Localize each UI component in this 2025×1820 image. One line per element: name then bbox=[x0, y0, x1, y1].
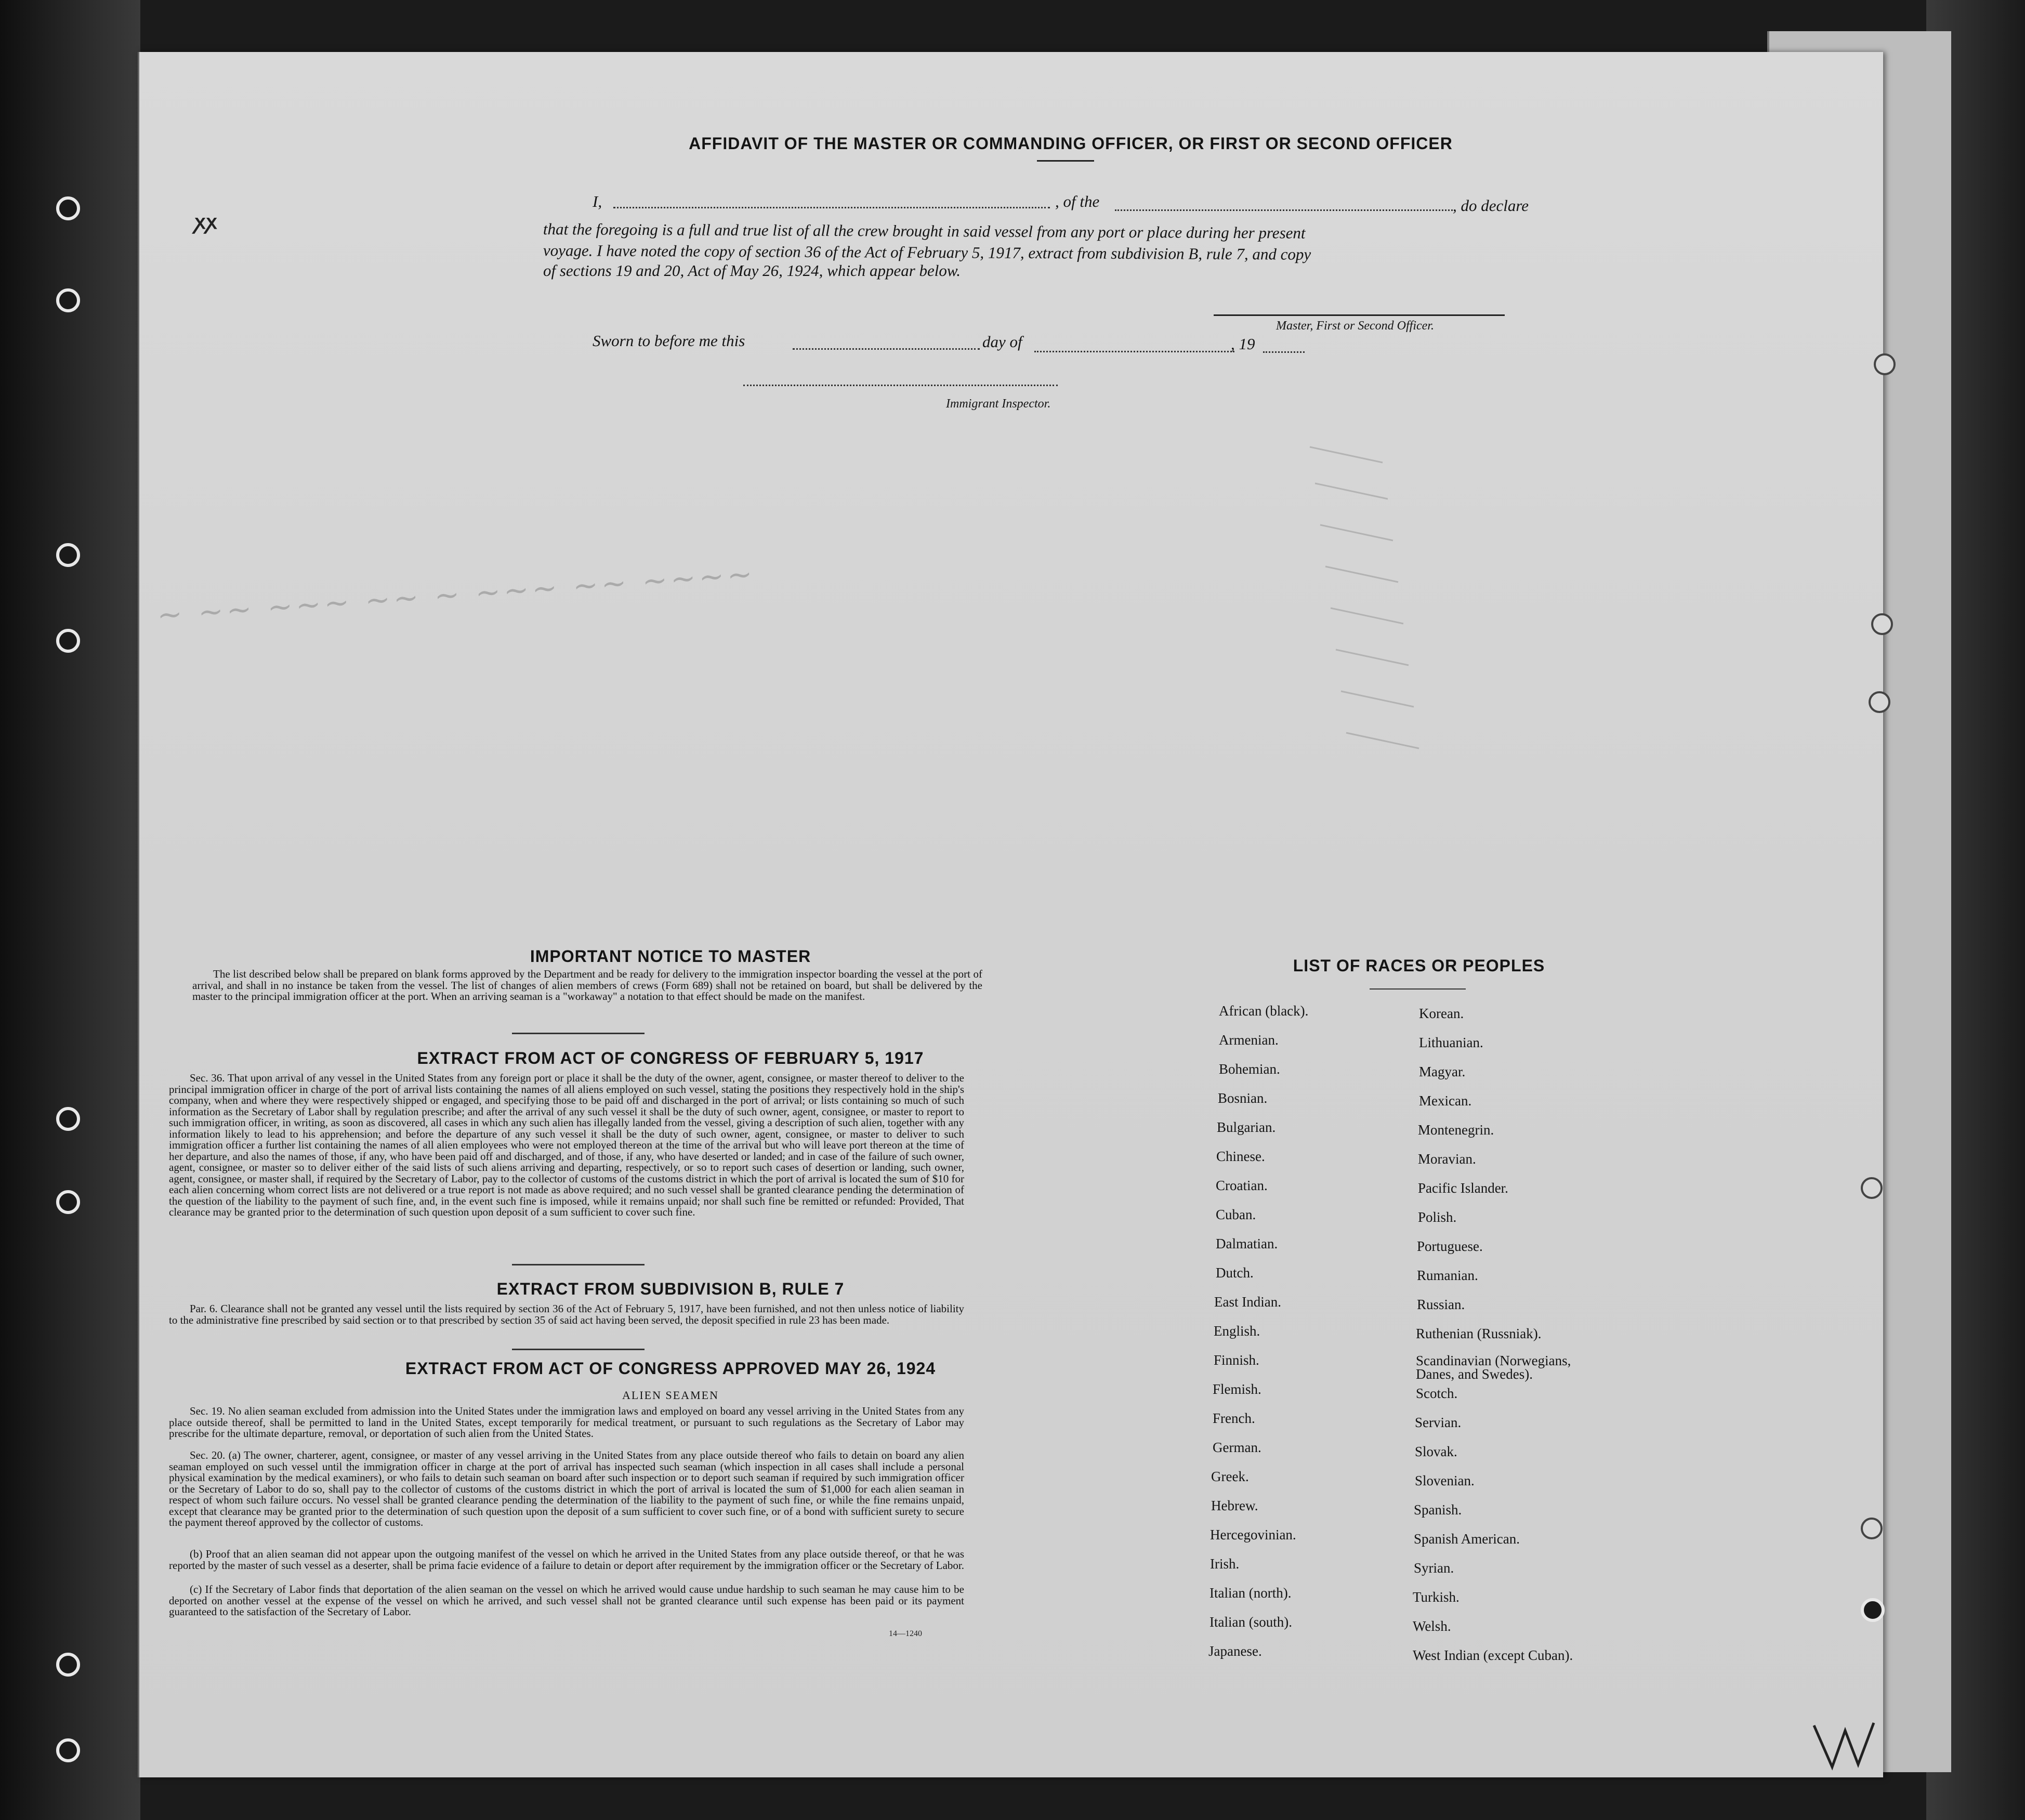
extract-1924-heading: EXTRACT FROM ACT OF CONGRESS APPROVED MAY 26, 1924 bbox=[405, 1359, 936, 1378]
race-right: West Indian (except Cuban). bbox=[1413, 1647, 1573, 1663]
races-heading: LIST OF RACES OR PEOPLES bbox=[1293, 956, 1545, 975]
sworn-month-blank[interactable] bbox=[1034, 351, 1234, 352]
race-left: Dalmatian. bbox=[1216, 1236, 1278, 1251]
vessel-blank-line[interactable] bbox=[1115, 209, 1453, 211]
master-label: Master, First or Second Officer. bbox=[1276, 319, 1434, 333]
race-left: Dutch. bbox=[1216, 1265, 1254, 1281]
race-left: Italian (south). bbox=[1209, 1614, 1292, 1630]
bleed-through-lines bbox=[1299, 426, 1455, 790]
race-left: Finnish. bbox=[1214, 1352, 1259, 1368]
race-left: Irish. bbox=[1210, 1556, 1240, 1572]
divider bbox=[512, 1033, 645, 1034]
race-right: Portuguese. bbox=[1417, 1238, 1483, 1254]
race-left: East Indian. bbox=[1214, 1294, 1281, 1310]
master-signature-line[interactable] bbox=[1214, 314, 1505, 316]
race-right: Montenegrin. bbox=[1418, 1122, 1494, 1138]
race-right: Pacific Islander. bbox=[1418, 1180, 1508, 1196]
race-left: Japanese. bbox=[1208, 1643, 1262, 1659]
affidavit-line-3: voyage. I have noted the copy of section 36 of the Act of February 5, 1917, extract from subdivision B, rule 7, and copy bbox=[543, 241, 1311, 263]
alien-seamen-subheading: ALIEN SEAMEN bbox=[622, 1389, 719, 1402]
race-left: French. bbox=[1213, 1410, 1255, 1426]
sworn-day-label: day of bbox=[982, 333, 1022, 351]
binder-hole-icon bbox=[56, 1738, 80, 1762]
race-left: Hebrew. bbox=[1211, 1498, 1258, 1513]
race-right: Spanish American. bbox=[1414, 1531, 1520, 1547]
race-right: Syrian. bbox=[1414, 1560, 1454, 1576]
binder-hole-icon bbox=[1871, 613, 1893, 635]
sworn-year-blank[interactable] bbox=[1263, 351, 1305, 353]
sworn-prefix: Sworn to before me this bbox=[593, 332, 745, 350]
binder-hole-icon bbox=[1869, 691, 1890, 713]
binder-hole-icon bbox=[56, 196, 80, 220]
sec-19-text: Sec. 19. No alien seaman excluded from admission into the United States under the immigration laws and employed on board any vessel arriving in the United States from any place outside thereof, shall be permitted to land in the United States, except temporarily for medical treatment, or pursuant to such regulations as the Secretary of Labor may prescribe for the ultimate departure, removal, or deportation of such alien from the United States. bbox=[169, 1405, 964, 1440]
divider bbox=[1037, 160, 1094, 162]
scan-border-left bbox=[0, 0, 140, 1820]
affidavit-of-the: , of the bbox=[1055, 192, 1100, 210]
binder-hole-icon bbox=[56, 1107, 80, 1131]
binder-hole-icon bbox=[1861, 1518, 1883, 1539]
subdivision-b-heading: EXTRACT FROM SUBDIVISION B, RULE 7 bbox=[496, 1280, 845, 1298]
extract-1917-heading: EXTRACT FROM ACT OF CONGRESS OF FEBRUARY 5, 1917 bbox=[417, 1049, 924, 1067]
name-blank-line[interactable] bbox=[613, 207, 1050, 208]
race-left: Bohemian. bbox=[1219, 1061, 1280, 1077]
race-right: Scotch. bbox=[1416, 1386, 1458, 1401]
race-left: Chinese. bbox=[1216, 1149, 1265, 1164]
affidavit-i: I, bbox=[593, 192, 602, 210]
sec-20b-text: (b) Proof that an alien seaman did not appear upon the outgoing manifest of the vessel on which he arrived in the United States from any place outside thereof, or that he was reported by the master of such vessel as a deserter, shall be prima facie evidence of a failure to detain or deport after requirement by the immigration officer or the Secretary of Labor. bbox=[169, 1548, 964, 1572]
race-right: Korean. bbox=[1419, 1006, 1464, 1021]
race-left: English. bbox=[1214, 1323, 1260, 1339]
divider bbox=[512, 1349, 645, 1350]
race-right: Scandinavian (Norwegians, Danes, and Swedes). bbox=[1416, 1353, 1571, 1382]
sec-20c-text: (c) If the Secretary of Labor finds that deportation of the alien seaman on the vessel on which he arrived would cause undue hardship to such seaman he may cause him to be deported on another vessel at the expense of the vessel on which he arrived, and such vessel shall not be granted clearance until such expense has been paid or its payment guaranteed to the satisfaction of the Secretary of Labor. bbox=[169, 1583, 964, 1618]
race-left: African (black). bbox=[1219, 1003, 1309, 1019]
race-right: Russian. bbox=[1417, 1297, 1465, 1312]
race-left: Armenian. bbox=[1219, 1032, 1279, 1048]
affidavit-declare: , do declare bbox=[1453, 196, 1529, 215]
race-left: Flemish. bbox=[1213, 1381, 1261, 1397]
race-right: Lithuanian. bbox=[1419, 1035, 1483, 1050]
ink-mark: ꭗꭗ bbox=[195, 212, 218, 233]
notice-heading: IMPORTANT NOTICE TO MASTER bbox=[530, 947, 811, 966]
race-right: Servian. bbox=[1415, 1415, 1462, 1430]
faint-handwriting-bleed: ~ ~~ ~~~ ~~ ~ ~~~ ~~ ~~~~ bbox=[156, 556, 757, 633]
race-right: Turkish. bbox=[1413, 1589, 1459, 1605]
binder-hole-icon bbox=[56, 1653, 80, 1677]
race-right: Ruthenian (Russniak). bbox=[1416, 1326, 1542, 1341]
binder-hole-icon bbox=[56, 629, 80, 653]
race-left: Italian (north). bbox=[1209, 1585, 1292, 1601]
race-left: Hercegovinian. bbox=[1210, 1527, 1296, 1542]
race-right: Rumanian. bbox=[1417, 1268, 1478, 1283]
binder-hole-icon bbox=[56, 288, 80, 312]
race-left: Croatian. bbox=[1216, 1178, 1268, 1193]
race-right: Magyar. bbox=[1419, 1064, 1466, 1079]
race-right: Polish. bbox=[1418, 1209, 1457, 1225]
sec-20a-text: Sec. 20. (a) The owner, charterer, agent, consignee, or master of any vessel arriving in the United States from any place outside thereof who fails to detain on board any alien seaman employed on such vessel until the immigration officer in charge at the port of arrival has inspected such seaman (which inspection in all cases shall include a personal physical examination by the medical examiners), or who fails to detain such seaman on board after such inspection or to deport such seaman if required by such immigration officer or the Secretary of Labor to do so, shall pay to the collector of customs of the customs district in which the port of arrival is located the sum of $1,000 for each alien seaman in respect of whom such failure occurs. No vessel shall be granted clearance pending the determination of the liability to the payment of such fine, or while the fine remains unpaid, except that clearance may be granted prior to the determination of such question upon the deposit of a sum sufficient to cover such fine, or of a bond with sufficient surety to secure the payment thereof approved by the collector of customs. bbox=[169, 1449, 964, 1528]
subdivision-b-text: Par. 6. Clearance shall not be granted any vessel until the lists required by section 36 of the Act of February 5, 1917, have been furnished, and not then unless notice of liability to the administrative fine prescribed by said section or to that prescribed by section 35 of said act having been served, the deposit specified in rule 23 has been made. bbox=[169, 1302, 964, 1326]
binder-hole-icon bbox=[1861, 1177, 1883, 1199]
sworn-year-label: , 19 bbox=[1231, 335, 1255, 353]
binder-hole-icon bbox=[1861, 1598, 1885, 1622]
affidavit-heading: AFFIDAVIT OF THE MASTER OR COMMANDING OFFICER, OR FIRST OR SECOND OFFICER bbox=[689, 134, 1453, 153]
extract-1917-text: Sec. 36. That upon arrival of any vessel in the United States from any foreign port or place it shall be the duty of the owner, agent, consignee, or master thereof to deliver to the principal immigration officer in charge of the port of arrival lists containing the names of all aliens employed on such vessel, stating the positions they respectively hold in the ship's company, when and where they were respectively shipped or engaged, and specifying those to be paid off and discharged in the port of arrival; or lists containing so much of such information as the Secretary of Labor shall by regulation prescribe; and after the arrival of any such vessel it shall be the duty of such owner, agent, consignee, or master to report to such immigration officer, in writing, as soon as discovered, all cases in which any such alien has illegally landed from the vessel, giving a description of such alien, together with any information likely to lead to his apprehension; and before the departure of any such vessel it shall be the duty of such owner, agent, consignee, or master to deliver to such immigration officer a further list containing the names of all alien employees who were not employed thereon at the time of the arrival but who will leave port thereon at the time of her departure, and also the names of those, if any, who have been paid off and discharged, and of those, if any, who have deserted or landed; and in case of the failure of such owner, agent, consignee, or master so to deliver either of the said lists of such aliens arriving and departing, respectively, or so to report such cases of desertion or landing, such owner, agent, consignee, or master shall, if required by the Secretary of Labor, pay to the collector of customs of the customs district in which the port of arrival is located the sum of $10 for each alien concerning whom correct lists are not delivered or a true report is not made as above required; and no such vessel shall be granted clearance pending the determination of the question of the liability to the payment of such fine, and, in the event such fine is imposed, while it remains unpaid; nor shall such fine be remitted or refunded: Provided, That clearance may be granted prior to the determination of such question upon deposit of a sum sufficient to cover such fine. bbox=[169, 1072, 964, 1218]
race-left: Cuban. bbox=[1216, 1207, 1256, 1222]
divider bbox=[512, 1264, 645, 1265]
inspector-label: Immigrant Inspector. bbox=[946, 397, 1051, 411]
binder-hole-icon bbox=[1874, 353, 1896, 375]
sworn-day-blank[interactable] bbox=[793, 348, 980, 350]
binder-hole-icon bbox=[56, 543, 80, 567]
form-number: 14—1240 bbox=[889, 1629, 922, 1638]
pencil-check-mark bbox=[1809, 1715, 1882, 1777]
race-right: Welsh. bbox=[1413, 1618, 1451, 1634]
race-left: Bosnian. bbox=[1218, 1090, 1268, 1106]
race-right: Slovenian. bbox=[1415, 1473, 1475, 1488]
notice-text: The list described below shall be prepared on blank forms approved by the Department and be ready for delivery to the immigration inspector boarding the vessel at the port of arrival, and shall in no instance be taken from the vessel. The list of changes of alien members of crews (Form 689) shall not be retained on board, but shall be delivered by the master to the principal immigration officer at the port. When an arriving seaman is a "workaway" a notation to that effect should be made on the manifest. bbox=[192, 968, 982, 1003]
race-right: Slovak. bbox=[1415, 1444, 1457, 1459]
inspector-signature-line[interactable] bbox=[743, 385, 1058, 386]
affidavit-line-4: of sections 19 and 20, Act of May 26, 1924, which appear below. bbox=[543, 261, 961, 280]
race-right: Mexican. bbox=[1419, 1093, 1472, 1109]
binder-hole-icon bbox=[56, 1190, 80, 1214]
race-left: German. bbox=[1213, 1440, 1261, 1455]
affidavit-line-2: that the foregoing is a full and true list of all the crew brought in said vessel from any port or place during her present bbox=[543, 220, 1306, 242]
divider bbox=[1370, 988, 1466, 990]
race-left: Bulgarian. bbox=[1217, 1119, 1276, 1135]
race-right: Spanish. bbox=[1414, 1502, 1462, 1518]
race-left: Greek. bbox=[1211, 1469, 1249, 1484]
race-right: Moravian. bbox=[1418, 1151, 1476, 1167]
